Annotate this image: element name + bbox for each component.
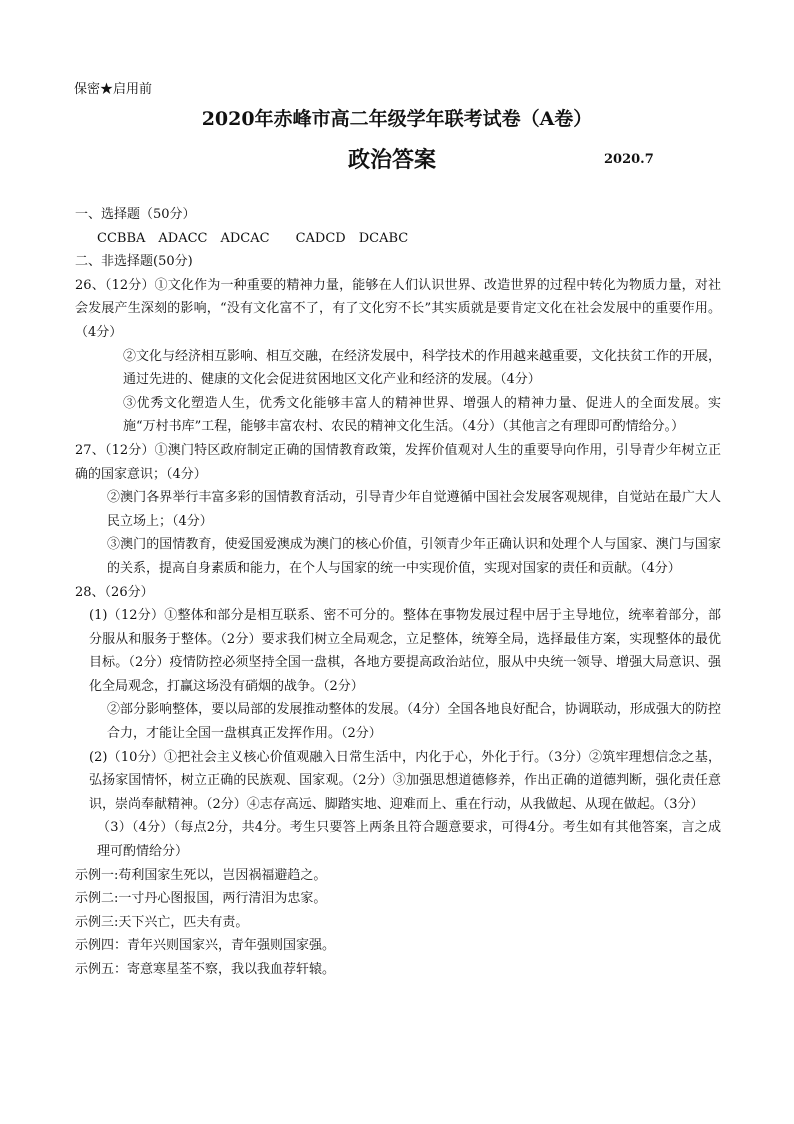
q26-point-1: 26、（12分）①文化作为一种重要的精神力量，能够在人们认识世界、改造世界的过程中转化为物质力量，对社会发展产生深刻的影响，“没有文化富不了，有了文化穷不长”其实质就是要肯定文化在社会发展中的重要作用。（4分） <box>75 277 721 340</box>
example-3: 示例三:天下兴亡，匹夫有责。 <box>75 914 249 930</box>
example-5: 示例五：寄意寒星荃不察，我以我血荐轩辕。 <box>75 962 336 977</box>
q28-part-1: (1)（12分）①整体和部分是相互联系、密不可分的。整体在事物发展过程中居于主导地位，统率着部分，部分服从和服务于整体。（2分）要求我们树立全局观念，立足整体，统筹全局，选择最佳方案，实现整体的最优目标。（2分）疫情防控必须坚持全国一盘棋，各地方要提高政治站位，服从中央统一领导、增强大局意识、强化全局观念，打赢这场没有硝烟的战争。（2分） <box>89 608 721 694</box>
q28-part-3: （3）（4分）（每点2分，共4分。考生只要答上两条且符合题意要求，可得4分。考生如有其他答案，言之成理可酌情给分） <box>97 820 721 860</box>
exam-title: 2020年赤峰市高二年级学年联考试卷（A卷） <box>201 108 593 130</box>
example-2: 示例二:一寸丹心图报国，两行清泪为忠家。 <box>75 891 327 907</box>
section-nonchoice-heading: 二、非选择题(50分) <box>75 254 193 270</box>
section-choice-heading: 一、选择题（50分） <box>75 207 196 222</box>
example-4: 示例四：青年兴则国家兴，青年强则国家强。 <box>75 938 336 954</box>
q27-point-2: ②澳门各界举行丰富多彩的国情教育活动，引导青少年自觉遵循中国社会发展客观规律，自觉站在最广大人民立场上；（4分） <box>107 490 721 529</box>
q26-point-3: ③优秀文化塑造人生，优秀文化能够丰富人的精神世界、增强人的精神力量、促进人的全面发展。实施“万村书库”工程，能够丰富农村、农民的精神文化生活。（4分）（其他言之有理即可酌情给分。） <box>123 395 721 435</box>
confidential-label: 保密★启用前 <box>74 82 153 97</box>
exam-date: 2020.7 <box>604 152 654 167</box>
q27-point-1: 27、（12分）①澳门特区政府制定正确的国情教育政策，发挥价值观对人生的重要导向作用，引导青少年树立正确的国家意识；（4分） <box>75 442 721 482</box>
q26-point-2: ②文化与经济相互影响、相互交融，在经济发展中，科学技术的作用越来越重要，文化扶贫工作的开展，通过先进的、健康的文化会促进贫困地区文化产业和经济的发展。（4分） <box>123 348 722 388</box>
q28-heading: 28、（26分） <box>75 584 154 600</box>
q27-point-3: ③澳门的国情教育，使爱国爱澳成为澳门的核心价值，引领青少年正确认识和处理个人与国家、澳门与国家的关系，提高自身素质和能力，在个人与国家的统一中实现价值，实现对国家的责任和贡献。（4分） <box>107 537 721 576</box>
q28-part-2: (2)（10分）①把社会主义核心价值观融入日常生活中，内化于心，外化于行。（3分）②筑牢理想信念之基，弘扬家国情怀，树立正确的民族观、国家观。（2分）③加强思想道德修养，作出正确的道德判断，强化责任意识，崇尚奉献精神。（2分）④志存高远、脚踏实地、迎难而上、重在行动，从我做起、从现在做起。（3分） <box>89 749 721 812</box>
answer-body <box>75 203 721 982</box>
example-1: 示例一:苟利国家生死以，岂因祸福避趋之。 <box>75 867 327 883</box>
choice-answers: CCBBA ADACC ADCAC CADCD DCABC <box>97 230 409 246</box>
answer-subtitle: 政治答案 <box>348 147 437 173</box>
q28-part-1-point-2: ②部分影响整体，要以局部的发展推动整体的发展。（4分）全国各地良好配合，协调联动，形成强大的防控合力，才能让全国一盘棋真正发挥作用。（2分） <box>107 702 721 742</box>
